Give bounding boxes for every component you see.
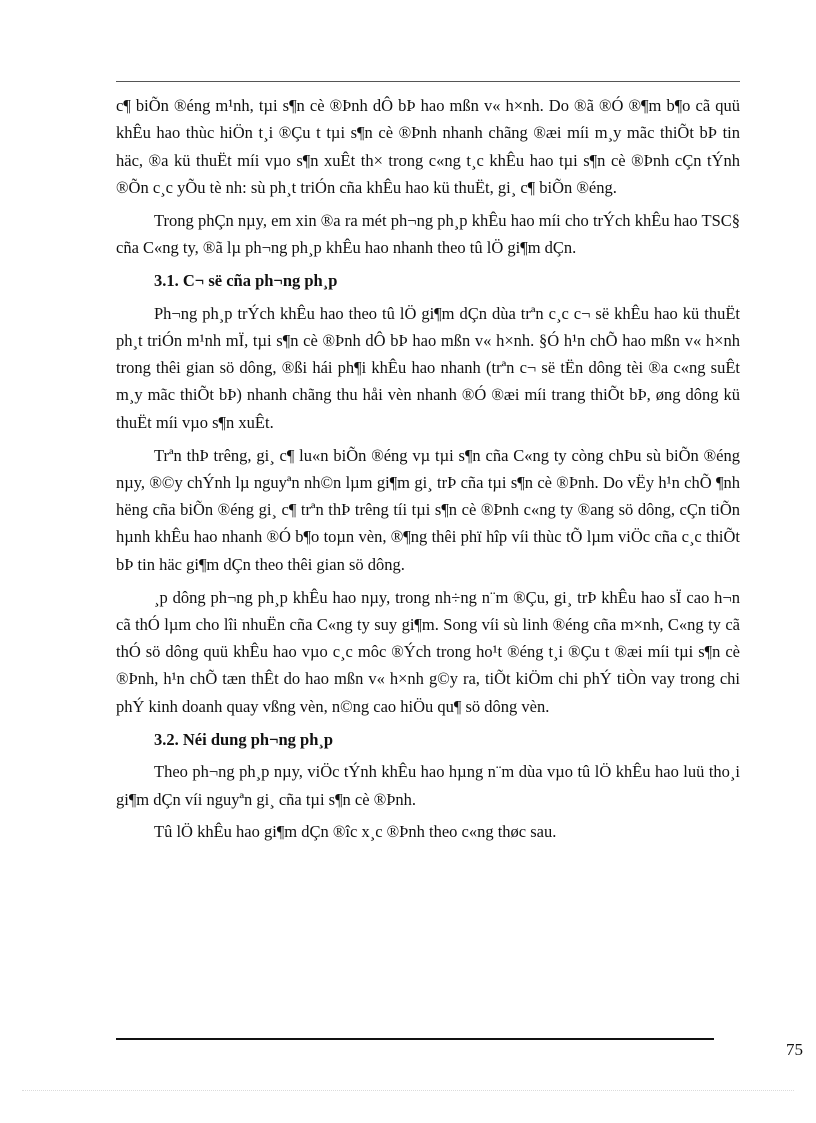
- section-heading-3-2: 3.2. Néi dung ph¬ng ph¸p: [154, 729, 334, 749]
- paragraph-continuation: c¶ biÕn ®éng m¹nh, tµi s¶n cè ®Þnh dÔ bÞ hao mßn v« h×nh. Do ®ã ®Ó ®¶m b¶o cã quü khÊu hao thùc hiÖn t¸i ®Çu t tµi s¶n cè ®Þnh nhanh chãng ®æi míi m¸y mãc thiÕt bÞ tin häc, ®a kü thuËt míi vµo s¶n xuÊt th× trong c«ng t¸c khÊu hao tµi s¶n cè ®Þnh cÇn tÝnh ®Õn c¸c yÕu tè nh: sù ph¸t triÓn cña khÊu hao kü thuËt, gi¸ c¶ biÕn ®éng.: [116, 96, 740, 197]
- document-body: [116, 92, 740, 851]
- paragraph-application: ¸p dông ph¬ng ph¸p khÊu hao nµy, trong nh÷ng n¨m ®Çu, gi¸ trÞ khÊu hao sÏ cao h¬n cã thÓ lµm cho lîi nhuËn cña C«ng ty suy gi¶m. Song víi sù linh ®éng cña m×nh, C«ng ty cã thÓ sö dông quü khÊu hao vµo c¸c môc ®Ých trong ho¹t ®éng t¸i ®Çu t ®æi míi tµi s¶n cè ®Þnh, h¹n chÕ tæn thÊt do hao mßn v« h×nh g©y ra, tiÕt kiÖm chi phÝ tiÒn vay trong chi phÝ kinh doanh quay vßng vèn, n©ng cao hiÖu qu¶ sö dông vèn.: [116, 587, 740, 716]
- paragraph-formula-intro: Tû lÖ khÊu hao gi¶m dÇn ®îc x¸c ®Þnh theo c«ng thøc sau.: [154, 822, 557, 842]
- header-rule: [116, 81, 740, 82]
- paragraph-market-prices: Trªn thÞ trêng, gi¸ c¶ lu«n biÕn ®éng vµ tµi s¶n cña C«ng ty còng chÞu sù biÕn ®éng nµy, ®©y chÝnh lµ nguyªn nh©n lµm gi¶m gi¸ trÞ cña tµi s¶n cè ®Þnh. Do vËy h¹n chÕ ¶nh hëng cña biÕn ®éng gi¸ c¶ trªn thÞ trêng tíi tµi s¶n cè ®Þnh c«ng ty ®ang sö dông, cÇn tiÕn hµnh khÊu hao nhanh ®Ó b¶o toµn vèn, ®¶ng thêi phï hîp víi thùc tÕ lµm viÖc cña c¸c thiÕt bÞ tin häc gi¶m dÇn theo thêi gian sö dông.: [116, 445, 740, 574]
- section-heading-3-1: 3.1. C¬ së cña ph¬ng ph¸p: [154, 270, 338, 290]
- paragraph-method-content: Theo ph¬ng ph¸p nµy, viÖc tÝnh khÊu hao hµng n¨m dùa vµo tû lÖ khÊu hao luü tho¸i gi¶m dÇn víi nguyªn gi¸ cña tµi s¶n cè ®Þnh.: [116, 762, 740, 809]
- footer-rule: [116, 1038, 714, 1040]
- page-bottom-dotted-line: [22, 1090, 794, 1091]
- page-number: 75: [786, 1040, 803, 1059]
- paragraph-method-basis: Ph¬ng ph¸p trÝch khÊu hao theo tû lÖ gi¶m dÇn dùa trªn c¸c c¬ së khÊu hao kü thuËt ph¸t triÓn m¹nh mÏ, tµi s¶n cè ®Þnh dÔ bÞ hao mßn v« h×nh. §Ó h¹n chÕ hao mßn v« h×nh trong thêi gian sö dông, ®ßi hái ph¶i khÊu hao nhanh (trªn c¬ së tËn dông tèi ®a c«ng suÊt m¸y mãc thiÕt bÞ) nhanh chãng thu håi vèn nhanh ®Ó ®æi míi trang thiÕt bÞ, øng dông kü thuËt míi vµo s¶n xuÊt.: [116, 303, 740, 432]
- paragraph-intro-method: Trong phÇn nµy, em xin ®a ra mét ph¬ng ph¸p khÊu hao míi cho trÝch khÊu hao TSC§ cña C«ng ty, ®ã lµ ph¬ng ph¸p khÊu hao nhanh theo tû lÖ gi¶m dÇn.: [116, 210, 740, 257]
